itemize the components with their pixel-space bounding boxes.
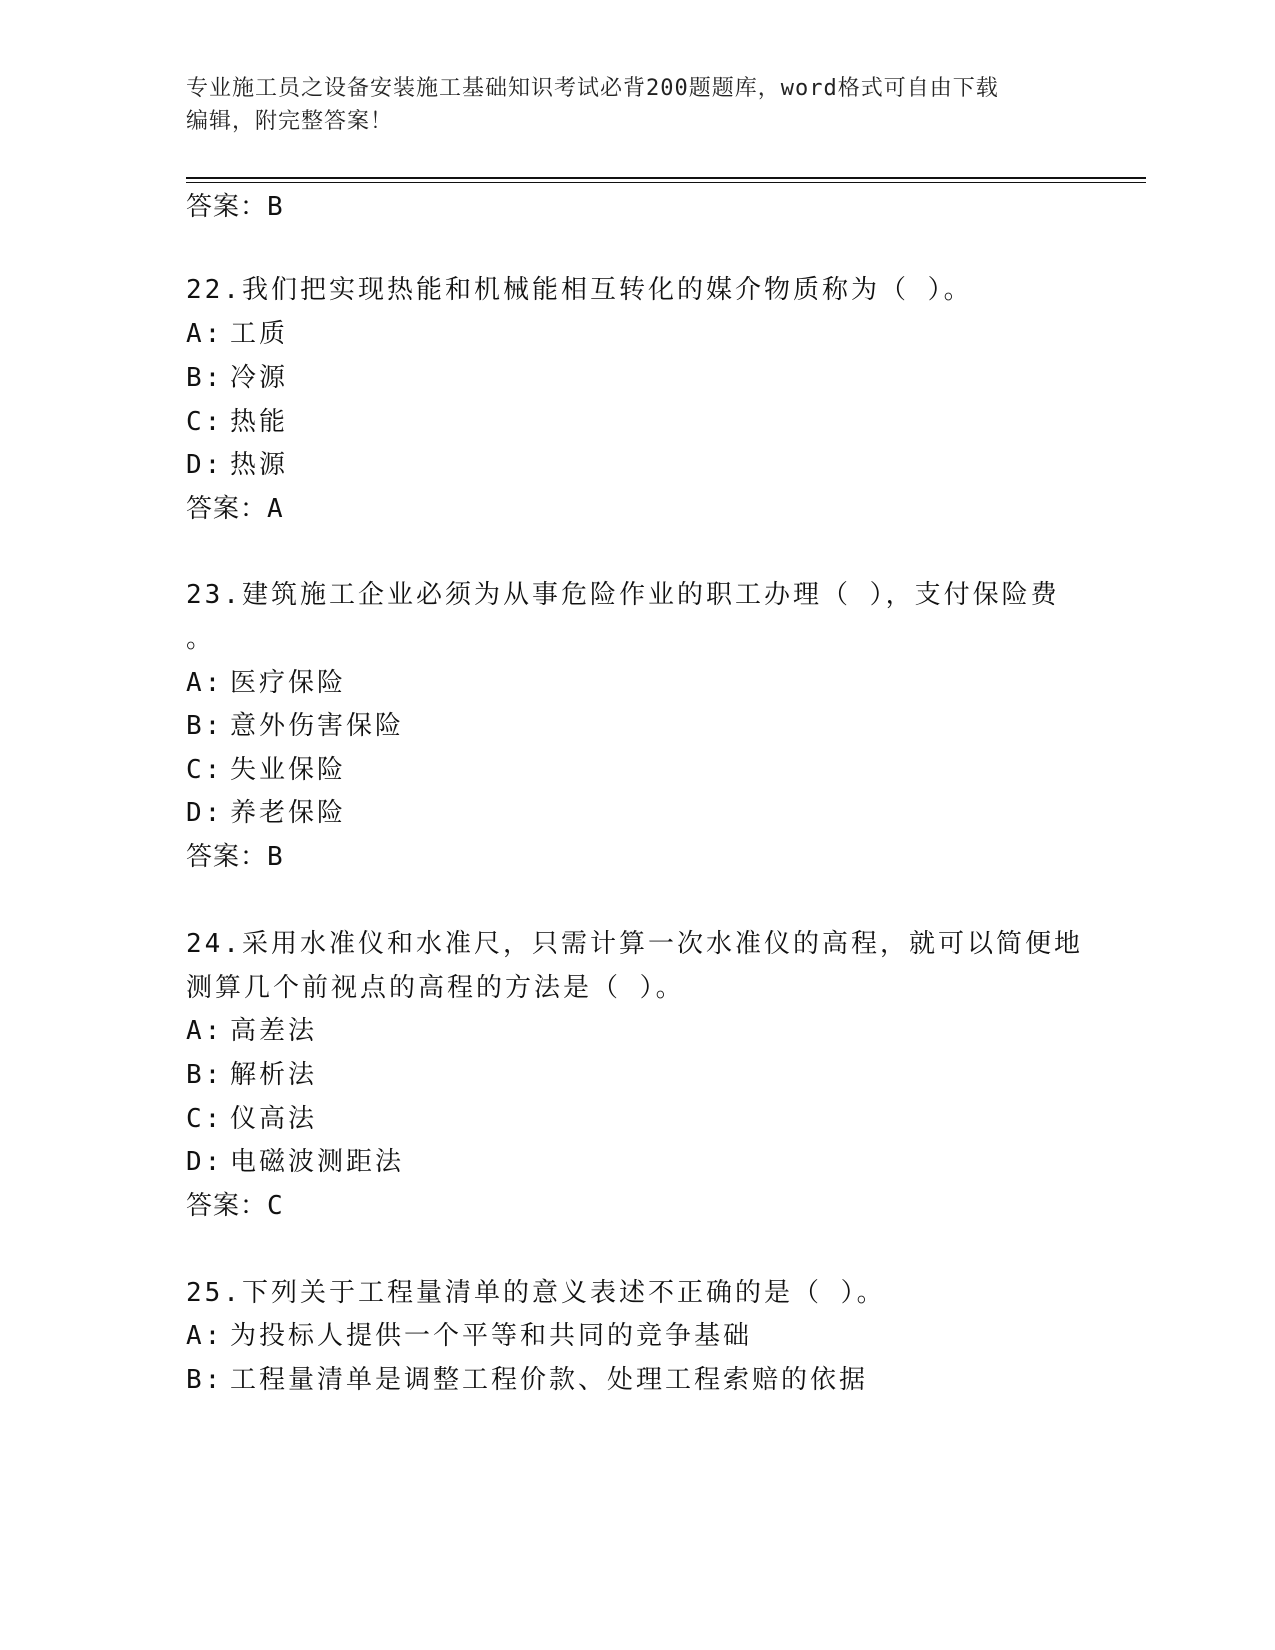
question-stem: 23.建筑施工企业必须为从事危险作业的职工办理（ ），支付保险费 (186, 580, 1060, 610)
option-letter: C: (186, 407, 224, 437)
option-letter: B: (186, 1060, 224, 1090)
option-letter: C: (186, 1104, 224, 1134)
question-stem-continued: 测算几个前视点的高程的方法是（ ）。 (186, 973, 685, 1003)
option-letter: D: (186, 798, 224, 828)
option-a (186, 1319, 752, 1353)
document-header (186, 72, 1086, 138)
option-text: 冷源 (230, 363, 289, 393)
option-letter: A: (186, 319, 224, 349)
header-line-1: 专业施工员之设备安装施工基础知识考试必背200题题库，word格式可自由下载 (186, 76, 999, 101)
option-letter: D: (186, 450, 224, 480)
option-text: 失业保险 (230, 755, 347, 785)
option-b (186, 361, 288, 395)
answer-label: 答案： (186, 494, 268, 524)
option-d (186, 1145, 404, 1179)
answer-value: C (267, 1191, 284, 1221)
answer-label: 答案： (186, 1191, 268, 1221)
question-stem: 22.我们把实现热能和机械能相互转化的媒介物质称为（ ）。 (186, 275, 973, 305)
answer-line (186, 1189, 284, 1223)
question-stem: 25.下列关于工程量清单的意义表述不正确的是（ ）。 (186, 1278, 886, 1308)
option-text: 工质 (230, 319, 289, 349)
header-line-2: 编辑，附完整答案！ (186, 109, 394, 134)
option-letter: B: (186, 1365, 224, 1395)
option-letter: A: (186, 668, 224, 698)
answer-value: B (267, 192, 284, 222)
option-text: 工程量清单是调整工程价款、处理工程索赔的依据 (230, 1365, 869, 1395)
answer-label: 答案： (186, 192, 268, 222)
option-c (186, 1102, 317, 1136)
answer-line (186, 492, 284, 526)
option-text: 仪高法 (230, 1104, 318, 1134)
option-text: 电磁波测距法 (230, 1147, 405, 1177)
question-stem: 24.采用水准仪和水准尺，只需计算一次水准仪的高程，就可以简便地 (186, 929, 1083, 959)
answer-label: 答案： (186, 842, 268, 872)
option-d (186, 448, 288, 482)
option-letter: B: (186, 711, 224, 741)
option-letter: A: (186, 1016, 224, 1046)
option-b (186, 1363, 868, 1397)
option-text: 解析法 (230, 1060, 318, 1090)
option-letter: D: (186, 1147, 224, 1177)
option-c (186, 753, 346, 787)
option-text: 热能 (230, 407, 289, 437)
option-letter: A: (186, 1321, 224, 1351)
option-a (186, 1014, 317, 1048)
option-letter: B: (186, 363, 224, 393)
option-b (186, 709, 404, 743)
option-text: 医疗保险 (230, 668, 347, 698)
option-b (186, 1058, 317, 1092)
answer-value: A (267, 494, 284, 524)
option-letter: C: (186, 755, 224, 785)
question-stem-continued: 。 (186, 624, 216, 654)
answer-value: B (267, 842, 284, 872)
header-divider-thin (186, 182, 1146, 183)
option-a (186, 317, 288, 351)
option-d (186, 796, 346, 830)
option-text: 为投标人提供一个平等和共同的竞争基础 (230, 1321, 753, 1351)
header-divider-thick (186, 177, 1146, 179)
option-text: 高差法 (230, 1016, 318, 1046)
answer-line (186, 190, 284, 224)
answer-line (186, 840, 284, 874)
option-text: 热源 (230, 450, 289, 480)
option-text: 养老保险 (230, 798, 347, 828)
option-a (186, 666, 346, 700)
option-c (186, 405, 288, 439)
option-text: 意外伤害保险 (230, 711, 405, 741)
